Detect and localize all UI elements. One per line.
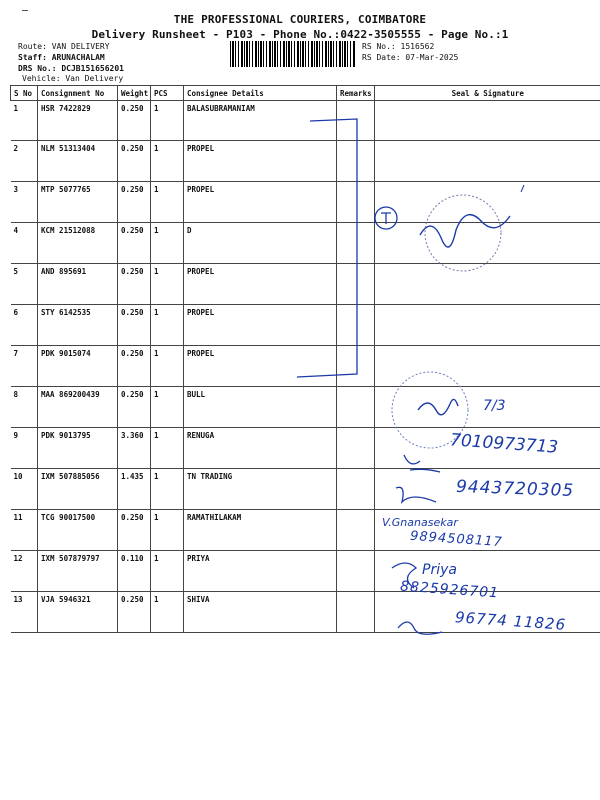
hw-phone-13: 96774 11826: [454, 608, 567, 634]
cell-remarks: [337, 346, 375, 387]
cell-weight: 0.250: [118, 592, 151, 633]
cell-seal-signature: [375, 346, 600, 387]
cell-remarks: [337, 469, 375, 510]
cell-pcs: 1: [151, 182, 184, 223]
cell-sno: 12: [11, 551, 38, 592]
cell-weight: 0.250: [118, 223, 151, 264]
cell-weight: 0.250: [118, 141, 151, 182]
cell-weight: 3.360: [118, 428, 151, 469]
cell-remarks: [337, 182, 375, 223]
cell-consignment: KCM 21512088: [38, 223, 118, 264]
cell-sno: 13: [11, 592, 38, 633]
drs-line: DRS No.: DCJB151656201: [18, 64, 124, 73]
cell-consignment: MTP 5077765: [38, 182, 118, 223]
col-weight: Weight: [118, 86, 151, 101]
cell-weight: 0.250: [118, 182, 151, 223]
cell-consignee: PRIYA: [184, 551, 337, 592]
cell-pcs: 1: [151, 264, 184, 305]
cell-remarks: [337, 551, 375, 592]
table-row: [11, 101, 600, 141]
cell-sno: 7: [11, 346, 38, 387]
cell-remarks: [337, 428, 375, 469]
col-pcs: PCS: [151, 86, 184, 101]
cell-consignment: HSR 7422829: [38, 101, 118, 141]
col-consignee: Consignee Details: [184, 86, 337, 101]
table-row: [11, 223, 600, 264]
cell-remarks: [337, 101, 375, 141]
cell-sno: 11: [11, 510, 38, 551]
cell-sno: 3: [11, 182, 38, 223]
hw-phone-12: 8825926701: [399, 578, 500, 602]
cell-consignee: RAMATHILAKAM: [184, 510, 337, 551]
staff-line: Staff: ARUNACHALAM: [18, 53, 105, 62]
cell-weight: 0.250: [118, 387, 151, 428]
cell-remarks: [337, 510, 375, 551]
cell-pcs: 1: [151, 223, 184, 264]
table-row: [11, 141, 600, 182]
cell-weight: 0.250: [118, 510, 151, 551]
cell-consignment: STY 6142535: [38, 305, 118, 346]
cell-consignment: NLM 51313404: [38, 141, 118, 182]
hw-phone-10: 9443720305: [455, 476, 575, 502]
rs-date-line: RS Date: 07-Mar-2025: [362, 53, 459, 62]
cell-sno: 4: [11, 223, 38, 264]
cell-pcs: 1: [151, 469, 184, 510]
table-row: [11, 551, 600, 592]
hw-phone-9: 7010973713: [449, 430, 559, 458]
cell-consignee: PROPEL: [184, 264, 337, 305]
cell-consignee: SHIVA: [184, 592, 337, 633]
vehicle-line: Vehicle: Van Delivery: [22, 74, 124, 83]
company-name: THE PROFESSIONAL COURIERS, COIMBATORE: [173, 13, 427, 26]
cell-remarks: [337, 387, 375, 428]
table-row: [11, 387, 600, 428]
cell-consignee: PROPEL: [184, 141, 337, 182]
cell-consignment: PDK 9015074: [38, 346, 118, 387]
cell-pcs: 1: [151, 551, 184, 592]
cell-remarks: [337, 592, 375, 633]
cell-pcs: 1: [151, 510, 184, 551]
corner-mark: [22, 10, 28, 11]
cell-seal-signature: [375, 141, 600, 182]
cell-consignee: BALASUBRAMANIAM: [184, 101, 337, 141]
cell-consignment: IXM 507879797: [38, 551, 118, 592]
runsheet-table: [10, 85, 600, 633]
rs-no-line: RS No.: 1516562: [362, 42, 435, 51]
cell-seal-signature: [375, 101, 600, 141]
cell-consignee: PROPEL: [184, 346, 337, 387]
cell-seal-signature: [375, 182, 600, 223]
col-sno: S No: [11, 86, 38, 101]
cell-seal-signature: [375, 264, 600, 305]
cell-consignment: TCG 90017500: [38, 510, 118, 551]
hw-name-12: Priya: [422, 562, 457, 578]
cell-seal-signature: [375, 305, 600, 346]
table-header-row: [11, 86, 600, 101]
cell-sno: 2: [11, 141, 38, 182]
table-row: [11, 305, 600, 346]
table-row: [11, 182, 600, 223]
cell-sno: 8: [11, 387, 38, 428]
cell-consignment: MAA 869200439: [38, 387, 118, 428]
cell-seal-signature: [375, 223, 600, 264]
cell-pcs: 1: [151, 346, 184, 387]
cell-pcs: 1: [151, 592, 184, 633]
cell-weight: 0.250: [118, 305, 151, 346]
barcode: [230, 41, 356, 67]
cell-remarks: [337, 223, 375, 264]
cell-consignee: D: [184, 223, 337, 264]
cell-consignee: RENUGA: [184, 428, 337, 469]
cell-weight: 1.435: [118, 469, 151, 510]
cell-sno: 5: [11, 264, 38, 305]
cell-consignee: PROPEL: [184, 182, 337, 223]
cell-sno: 1: [11, 101, 38, 141]
cell-remarks: [337, 305, 375, 346]
cell-pcs: 1: [151, 305, 184, 346]
route-line: Route: VAN DELIVERY: [18, 42, 110, 51]
cell-weight: 0.250: [118, 101, 151, 141]
col-seal-signature: Seal & Signature: [375, 86, 600, 101]
cell-sno: 10: [11, 469, 38, 510]
cell-consignee: TN TRADING: [184, 469, 337, 510]
table-row: [11, 510, 600, 551]
table-row: [11, 346, 600, 387]
cell-pcs: 1: [151, 101, 184, 141]
cell-weight: 0.250: [118, 346, 151, 387]
cell-consignment: IXM 507885056: [38, 469, 118, 510]
cell-remarks: [337, 141, 375, 182]
cell-weight: 0.110: [118, 551, 151, 592]
hw-phone-11: 9894508117: [409, 528, 504, 551]
col-remarks: Remarks: [337, 86, 375, 101]
cell-consignment: VJA 5946321: [38, 592, 118, 633]
cell-consignment: AND 895691: [38, 264, 118, 305]
cell-consignment: PDK 9013795: [38, 428, 118, 469]
hw-name-11: V.Gnanasekar: [382, 516, 458, 529]
hw-date-8: 7/3: [483, 398, 506, 414]
cell-pcs: 1: [151, 428, 184, 469]
cell-weight: 0.250: [118, 264, 151, 305]
cell-sno: 6: [11, 305, 38, 346]
cell-pcs: 1: [151, 387, 184, 428]
table-row: [11, 264, 600, 305]
cell-consignee: PROPEL: [184, 305, 337, 346]
col-consignment: Consignment No: [38, 86, 118, 101]
cell-pcs: 1: [151, 141, 184, 182]
runsheet-title: Delivery Runsheet - P103 - Phone No.:0422-3505555 - Page No.:1: [91, 28, 509, 41]
cell-consignee: BULL: [184, 387, 337, 428]
cell-remarks: [337, 264, 375, 305]
cell-sno: 9: [11, 428, 38, 469]
